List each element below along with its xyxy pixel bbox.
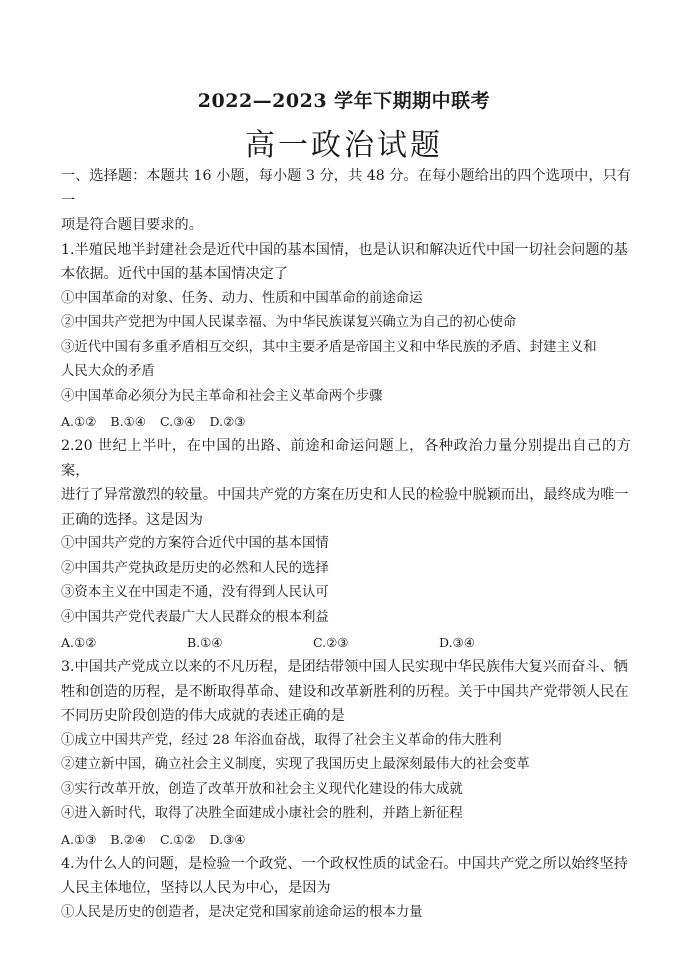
q3-answer-choices <box>61 827 631 852</box>
q1-stem-line: 1.半殖民地半封建社会是近代中国的基本国情，也是认识和解决近代中国一切社会问题的基 <box>61 241 628 258</box>
q2-option-3: ③资本主义在中国走不通，没有得到人民认可 <box>61 585 329 600</box>
q2-stem-line: 进行了异常激烈的较量。中国共产党的方案在历史和人民的检验中脱颖而出，最终成为唯一 <box>61 487 629 503</box>
section-intro-line: 一、选择题：本题共 16 小题，每小题 3 分，共 48 分。在每小题给出的四个选项中，只有一 <box>61 168 631 209</box>
q2-answer-d: D.③④ <box>439 635 475 650</box>
q3-stem-line: 牲和创造的历程，是不断取得革命、建设和改革新胜利的历程。关于中国共产党带领人民在 <box>61 683 629 700</box>
exam-content <box>61 164 631 925</box>
q2-answer-b: B.①④ <box>187 635 223 650</box>
q3-option-4: ④进入新时代，取得了决胜全面建成小康社会的胜利，并踏上新征程 <box>61 806 463 821</box>
q3-stem-line: 3.中国共产党成立以来的不凡历程，是团结带领中国人民实现中华民族伟大复兴而奋斗、牺 <box>61 659 628 675</box>
subject-title: 高一政治试题 <box>245 128 443 163</box>
q1-answer-choices <box>61 409 631 434</box>
q1-option-2: ②中国共产党把为中国人民谋幸福、为中华民族谋复兴确立为自己的初心使命 <box>61 315 517 330</box>
q3-option-1: ①成立中国共产党，经过 28 年浴血奋战，取得了社会主义革命的伟大胜利 <box>61 732 502 748</box>
q4-stem-line: 人民主体地位，坚持以人民为中心，是因为 <box>61 880 331 896</box>
q2-answer-c: C.②③ <box>313 635 349 650</box>
q2-option-1: ①中国共产党的方案符合近代中国的基本国情 <box>61 536 329 551</box>
q1-option-3-line: 人民大众的矛盾 <box>61 364 155 379</box>
q1-answer-c: C.③④ <box>160 414 196 429</box>
q3-answer-c: C.①② <box>160 831 196 847</box>
q3-stem-line: 不同历史阶段创造的伟大成就的表述正确的是 <box>61 708 345 724</box>
q2-option-4: ④中国共产党代表最广大人民群众的根本利益 <box>61 609 329 625</box>
q4-option-1: ①人民是历史的创造者，是决定党和国家前途命运的根本力量 <box>61 904 423 920</box>
q2-answer-choices <box>61 630 631 655</box>
q1-answer-d: D.②③ <box>209 414 246 429</box>
exam-title: 2022—2023 学年下期期中联考 <box>197 90 491 112</box>
q2-stem-line: 正确的选择。这是因为 <box>61 511 203 528</box>
section-intro-line: 项是符合题目要求的。 <box>61 217 203 233</box>
q1-option-4: ④中国革命必须分为民主革命和社会主义革命两个步骤 <box>61 388 383 404</box>
q3-answer-d: D.③④ <box>209 831 246 847</box>
q1-option-3-line: ③近代中国有多重矛盾相互交织，其中主要矛盾是帝国主义和中华民族的矛盾、封建主义和 <box>61 339 597 355</box>
q2-answer-a: A.①② <box>61 635 97 650</box>
q2-stem-line: 2.20 世纪上半叶，在中国的出路、前途和命运问题上，各种政治力量分别提出自己的方案， <box>61 438 631 479</box>
q3-answer-b: B.②④ <box>110 831 146 847</box>
q1-answer-b: B.①④ <box>110 414 146 429</box>
q3-option-2: ②建立新中国，确立社会主义制度，实现了我国历史上最深刻最伟大的社会变革 <box>61 757 530 772</box>
q1-option-1: ①中国革命的对象、任务、动力、性质和中国革命的前途命运 <box>61 290 423 306</box>
q1-answer-a: A.①② <box>61 414 97 429</box>
q3-answer-a: A.①③ <box>61 831 97 847</box>
q2-option-2: ②中国共产党执政是历史的必然和人民的选择 <box>61 560 329 576</box>
q1-stem-line: 本依据。近代中国的基本国情决定了 <box>61 266 289 282</box>
q4-stem-line: 4.为什么人的问题，是检验一个政党、一个政权性质的试金石。中国共产党之所以始终坚持 <box>61 855 628 872</box>
q3-option-3: ③实行改革开放，创造了改革开放和社会主义现代化建设的伟大成就 <box>61 781 463 797</box>
